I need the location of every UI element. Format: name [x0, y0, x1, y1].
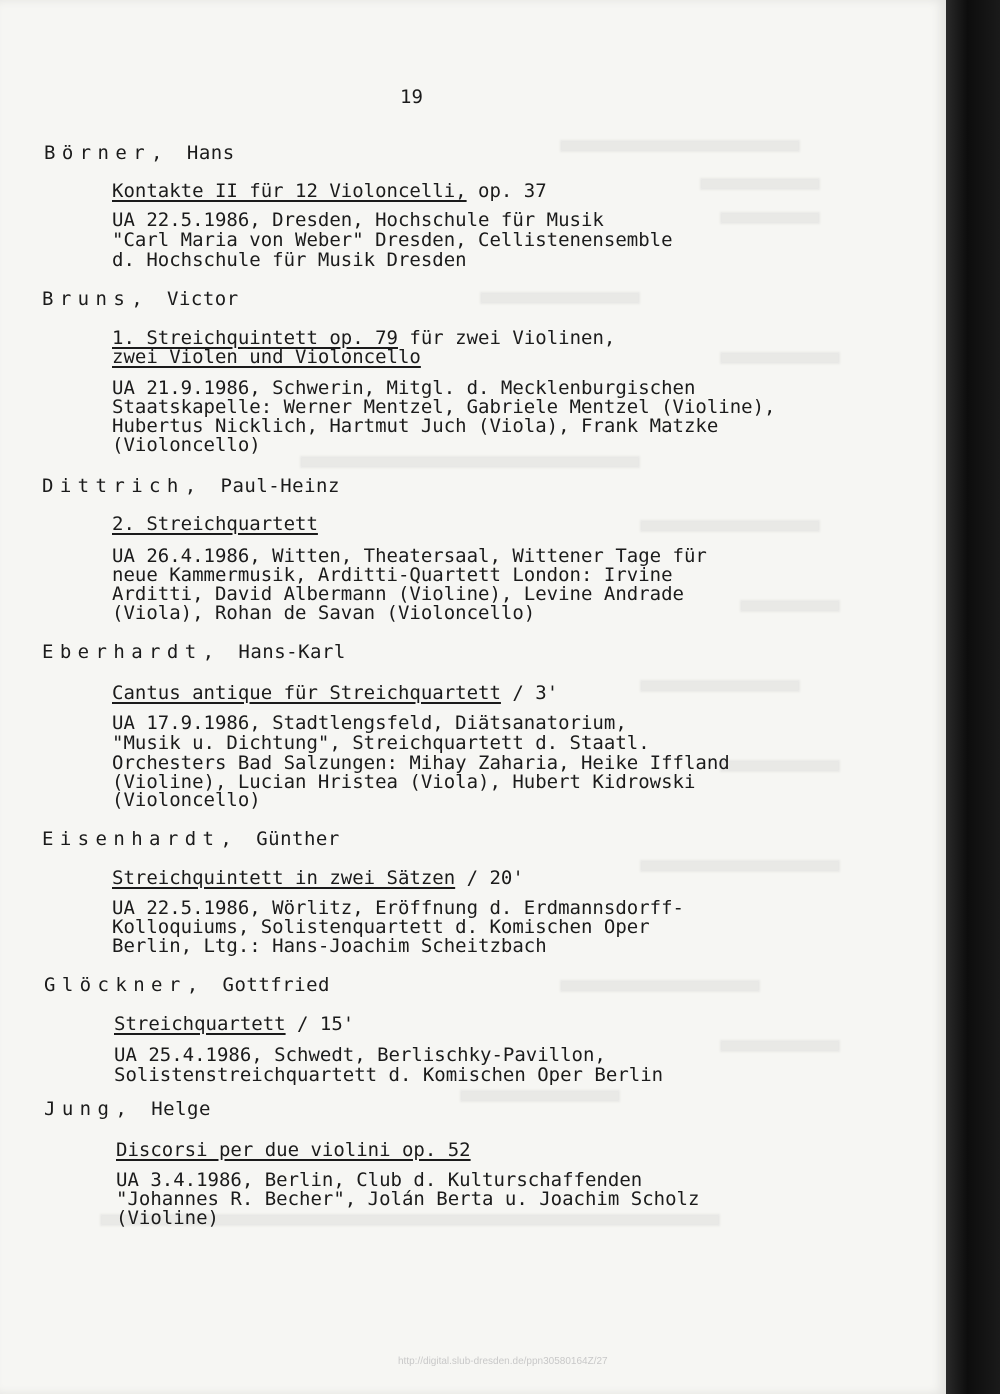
composer-heading: Börner, Hans [44, 142, 235, 164]
premiere-line: Berlin, Ltg.: Hans-Joachim Scheitzbach [112, 935, 547, 957]
work-title-underlined: zwei Violen und Violoncello [112, 346, 421, 368]
composer-firstname: Hans [186, 142, 235, 164]
premiere-line: "Johannes R. Becher", Jolán Berta u. Joachim Scholz [116, 1188, 700, 1210]
premiere-line: neue Kammermusik, Arditti-Quartett London: Irvine [112, 564, 673, 586]
work-title [112, 867, 524, 889]
composer-firstname: Günther [256, 828, 340, 850]
composer-heading: Bruns, Victor [42, 288, 239, 310]
premiere-line: UA 21.9.1986, Schwerin, Mitgl. d. Mecklenburgischen [112, 377, 696, 399]
premiere-line: (Violoncello) [112, 434, 261, 456]
work-title-underlined: Discorsi per due violini op. 52 [116, 1139, 471, 1161]
composer-surname: Jung [44, 1098, 116, 1120]
composer-heading: Glöckner, Gottfried [44, 974, 330, 996]
premiere-line: "Carl Maria von Weber" Dresden, Cellistenensemble [112, 229, 673, 251]
composer-firstname: Hans-Karl [238, 641, 346, 663]
composer-firstname: Gottfried [222, 974, 330, 996]
work-title-rest: / 20' [455, 867, 524, 889]
work-title-underlined: 1. Streichquintett op. 79 [112, 327, 398, 349]
work-title [112, 682, 558, 704]
premiere-line: Solistenstreichquartett d. Komischen Oper Berlin [114, 1064, 664, 1086]
work-title-rest: für zwei Violinen, [397, 327, 616, 349]
premiere-line: (Violoncello) [112, 789, 261, 811]
composer-surname: Dittrich [42, 475, 185, 497]
premiere-line: (Violine), Lucian Hristea (Viola), Hubert Kidrowski [112, 771, 696, 793]
work-title-rest: / 3' [500, 682, 559, 704]
composer-heading: Eisenhardt, Günther [42, 828, 340, 850]
composer-firstname: Helge [151, 1098, 211, 1120]
work-title-rest: op. 37 [466, 180, 547, 202]
premiere-line: (Violine) [116, 1207, 219, 1229]
work-title [116, 1139, 471, 1161]
composer-surname: Eisenhardt [42, 828, 221, 850]
premiere-line: Orchesters Bad Salzungen: Mihay Zaharia, Heike Iffland [112, 752, 730, 774]
work-title [114, 1013, 354, 1035]
premiere-line: Hubertus Nicklich, Hartmut Juch (Viola), Frank Matzke [112, 415, 719, 437]
composer-firstname: Paul-Heinz [220, 475, 340, 497]
work-title-underlined: 2. Streichquartett [112, 513, 318, 535]
premiere-line: Arditti, David Albermann (Violine), Levine Andrade [112, 583, 684, 605]
composer-surname: Glöckner [44, 974, 187, 996]
composer-heading: Eberhardt, Hans-Karl [42, 641, 346, 663]
premiere-line: UA 22.5.1986, Wörlitz, Eröffnung d. Erdmannsdorff- [112, 897, 684, 919]
premiere-line: UA 25.4.1986, Schwedt, Berlischky-Pavillon, [114, 1044, 606, 1066]
premiere-line: UA 17.9.1986, Stadtlengsfeld, Diätsanatorium, [112, 712, 627, 734]
work-title [112, 180, 547, 202]
composer-surname: Bruns [42, 288, 132, 310]
composer-firstname: Victor [167, 288, 239, 310]
page-number: 19 [400, 86, 423, 108]
work-title-underlined: Streichquintett in zwei Sätzen [112, 867, 456, 889]
premiere-line: UA 26.4.1986, Witten, Theatersaal, Wittener Tage für [112, 545, 707, 567]
premiere-line: UA 22.5.1986, Dresden, Hochschule für Musik [112, 209, 604, 231]
work-title [112, 513, 318, 535]
work-title-line-2 [112, 346, 421, 368]
premiere-line: UA 3.4.1986, Berlin, Club d. Kulturschaffenden [116, 1169, 643, 1191]
work-title-rest: / 15' [285, 1013, 355, 1035]
composer-surname: Börner [44, 142, 152, 164]
premiere-line: d. Hochschule für Musik Dresden [112, 249, 467, 271]
premiere-line: (Viola), Rohan de Savan (Violoncello) [112, 602, 536, 624]
work-title-underlined: Cantus antique für Streichquartett [112, 682, 501, 704]
premiere-line: "Musik u. Dichtung", Streichquartett d. Staatl. [112, 732, 650, 754]
premiere-line: Kolloquiums, Solistenquartett d. Komischen Oper [112, 916, 650, 938]
work-title-underlined: Kontakte II für 12 Violoncelli, [112, 180, 467, 202]
work-title-underlined: Streichquartett [114, 1013, 286, 1035]
composer-heading: Jung, Helge [44, 1098, 211, 1120]
book-spine-edge [946, 0, 1000, 1394]
composer-heading: Dittrich, Paul-Heinz [42, 475, 340, 497]
premiere-line: Staatskapelle: Werner Mentzel, Gabriele Mentzel (Violine), [112, 396, 776, 418]
composer-surname: Eberhardt [42, 641, 203, 663]
source-url-watermark: http://digital.slub-dresden.de/ppn30580164Z/27 [398, 1356, 608, 1367]
